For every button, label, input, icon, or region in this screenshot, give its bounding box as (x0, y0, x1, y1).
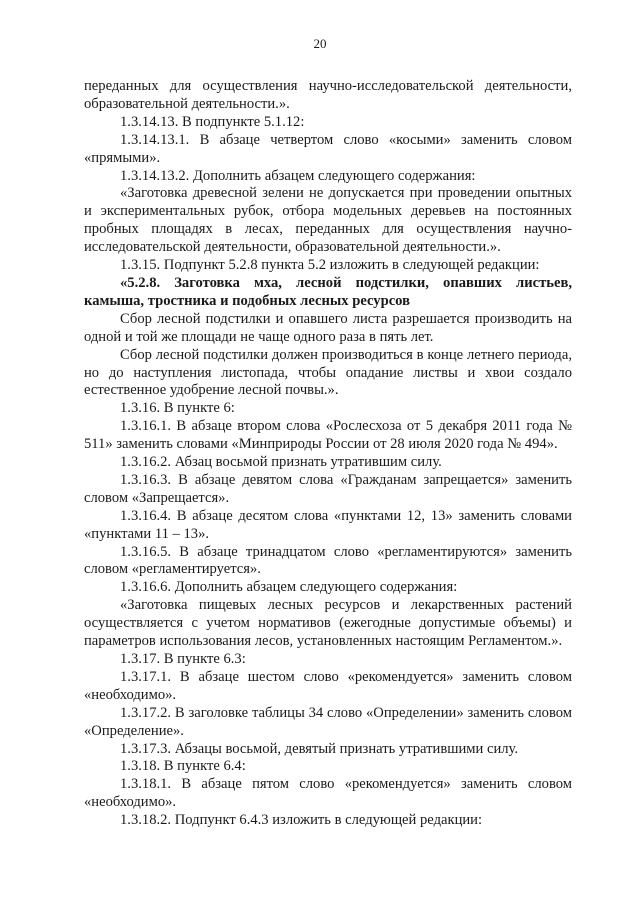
section-heading: «5.2.8. Заготовка мха, лесной подстилки, опавших листьев, камыша, тростника и подобных лесных ресурсов (84, 274, 572, 309)
paragraph: 1.3.16.3. В абзаце девятом слова «Гражданам запрещается» заменить словом «Запрещается». (84, 471, 572, 506)
paragraph: 1.3.18.1. В абзаце пятом слово «рекомендуется» заменить словом «необходимо». (84, 776, 572, 811)
paragraph: 1.3.16. В пункте 6: (120, 400, 235, 417)
paragraph: «Заготовка пищевых лесных ресурсов и лекарственных растений осуществляется с учетом нормативов (ежегодные допустимые объемы) и параметров использования лесов, установленных настоящим Регламентом.». (84, 597, 572, 650)
paragraph: Сбор лесной подстилки и опавшего листа разрешается производить на одной и той же площади не чаще одного раза в пять лет. (84, 310, 572, 345)
document-body (84, 78, 572, 830)
paragraph: 1.3.16.1. В абзаце втором слова «Рослесхоза от 5 декабря 2011 года № 511» заменить словами «Минприроды России от 28 июля 2020 года № 494». (84, 418, 572, 453)
paragraph: 1.3.14.13.2. Дополнить абзацем следующего содержания: (120, 167, 476, 184)
paragraph: 1.3.16.2. Абзац восьмой признать утратившим силу. (120, 454, 442, 471)
paragraph: 1.3.15. Подпункт 5.2.8 пункта 5.2 изложить в следующей редакции: (120, 257, 540, 274)
paragraph: 1.3.16.4. В абзаце десятом слова «пунктами 12, 13» заменить словами «пунктами 11 – 13». (84, 507, 572, 542)
paragraph: 1.3.17.1. В абзаце шестом слово «рекомендуется» заменить словом «необходимо». (84, 668, 572, 703)
paragraph: 1.3.14.13.1. В абзаце четвертом слово «косыми» заменить словом «прямыми». (84, 131, 572, 166)
paragraph: 1.3.16.6. Дополнить абзацем следующего содержания: (120, 579, 458, 596)
paragraph: 1.3.17. В пункте 6.3: (120, 651, 246, 667)
paragraph: 1.3.17.2. В заголовке таблицы 34 слово «Определении» заменить словом «Определение». (84, 704, 572, 739)
paragraph: 1.3.17.3. Абзацы восьмой, девятый признать утратившими силу. (120, 740, 519, 757)
paragraph: 1.3.18. В пункте 6.4: (120, 758, 246, 775)
paragraph: 1.3.16.5. В абзаце тринадцатом слово «регламентируются» заменить словом «регламентируется». (84, 543, 572, 578)
paragraph: 1.3.14.13. В подпункте 5.1.12: (120, 113, 305, 130)
page-number: 20 (313, 36, 327, 51)
paragraph: Сбор лесной подстилки должен производиться в конце летнего периода, но до наступления листопада, чтобы опадание листвы и хвои создало естественное удобрение лесной почвы.». (84, 346, 572, 399)
paragraph: переданных для осуществления научно-исследовательской деятельности, образовательной деятельности.». (84, 78, 572, 112)
paragraph: 1.3.18.2. Подпункт 6.4.3 изложить в следующей редакции: (120, 812, 483, 829)
paragraph: «Заготовка древесной зелени не допускается при проведении опытных и экспериментальных рубок, отбора модельных деревьев на постоянных пробных площадях в лесах, переданных для осуществления научно-исследовательской деятельности, образовательной деятельности.». (84, 185, 572, 256)
